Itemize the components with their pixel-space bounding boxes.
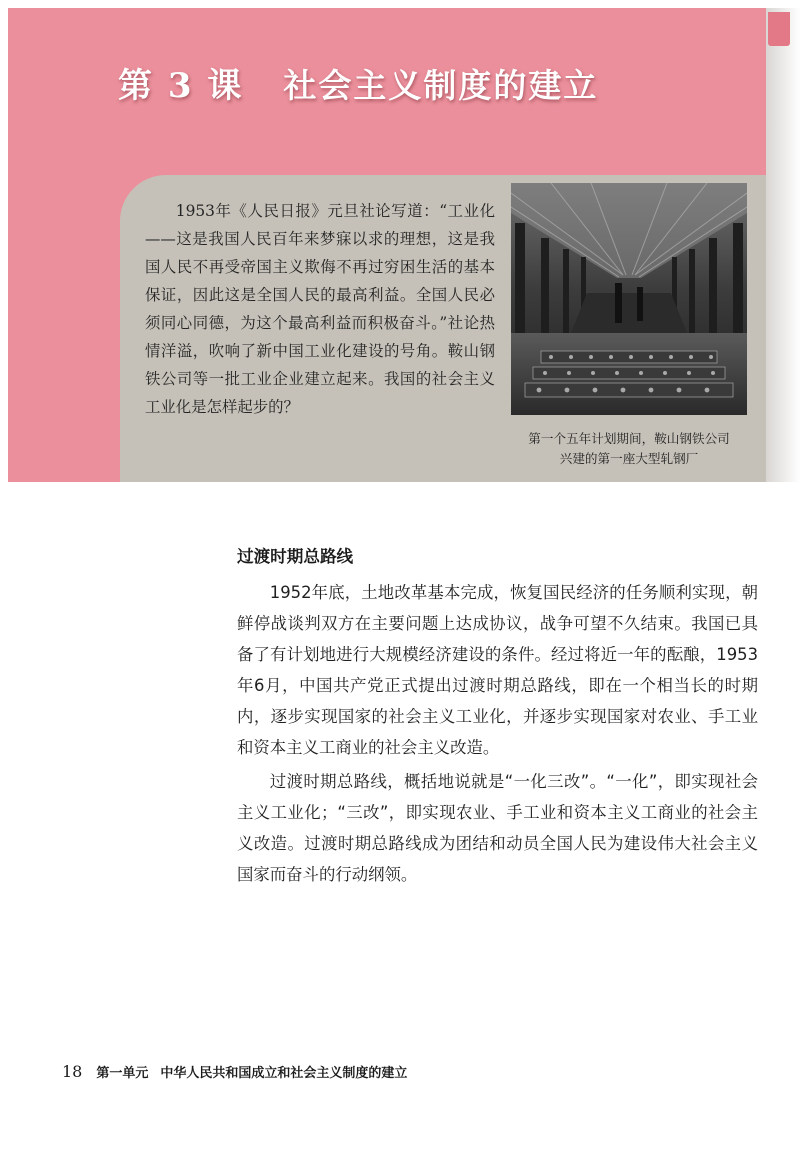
photo-caption [505, 429, 753, 469]
page-footer [62, 1062, 407, 1081]
page-tab [768, 12, 790, 46]
photo-caption-line-1: 第一个五年计划期间，鞍山钢铁公司 [528, 431, 730, 446]
page-number: 18 [62, 1062, 83, 1081]
lesson-number: 第 3 课 [118, 66, 244, 106]
body-paragraph-1: 1952年底，土地改革基本完成，恢复国民经济的任务顺利实现，朝鲜停战谈判双方在主要问题上达成协议，战争可望不久结束。我国已具备了有计划地进行大规模经济建设的条件。经过将近一年的酝酿，1953年6月，中国共产党正式提出过渡时期总路线，即在一个相当长的时期内，逐步实现国家的社会主义工业化，并逐步实现国家对农业、手工业和资本主义工商业的社会主义改造。 [237, 583, 758, 757]
section-heading: 过渡时期总路线 [237, 547, 354, 566]
intro-text: 1953年《人民日报》元旦社论写道：“工业化——这是我国人民百年来梦寐以求的理想，这是我国人民不再受帝国主义欺侮不再过穷困生活的基本保证，因此这是全国人民的最高利益。全国人民必须同心同德，为这个最高利益而积极奋斗。”社论热情洋溢，吹响了新中国工业化建设的号角。鞍山钢铁公司等一批工业企业建立起来。我国的社会主义工业化是怎样起步的？ [145, 202, 495, 416]
lesson-name: 社会主义制度的建立 [283, 66, 599, 105]
page-edge [766, 8, 800, 482]
lesson-title [118, 58, 598, 114]
photo-caption-line-2: 兴建的第一座大型轧钢厂 [559, 451, 699, 466]
rolling-mill-photo [511, 183, 747, 415]
section-body [237, 577, 758, 893]
unit-title: 中华人民共和国成立和社会主义制度的建立 [160, 1066, 408, 1081]
unit-label: 第一单元 [96, 1066, 149, 1081]
body-paragraph-2: 过渡时期总路线，概括地说就是“一化三改”。“一化”，即实现社会主义工业化；“三改”，即实现农业、手工业和资本主义工商业的社会主义改造。过渡时期总路线成为团结和动员全国人民为建设伟大社会主义国家而奋斗的行动纲领。 [237, 772, 758, 884]
